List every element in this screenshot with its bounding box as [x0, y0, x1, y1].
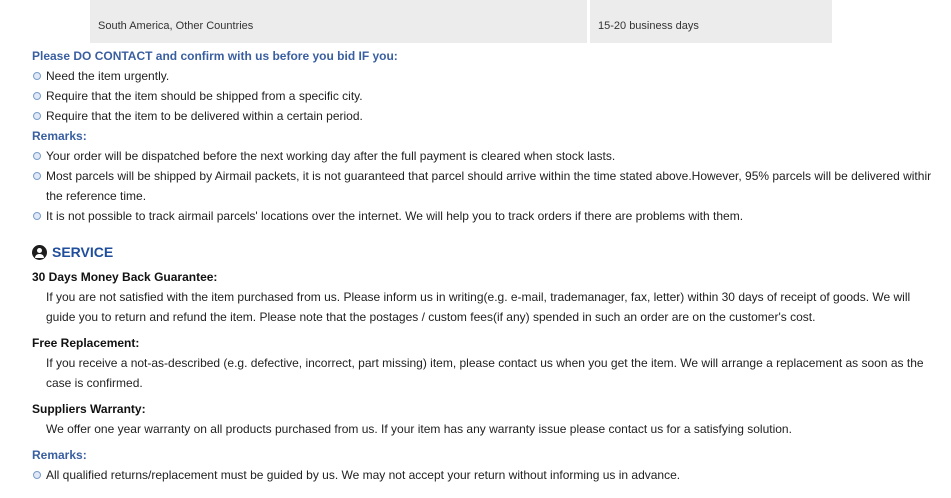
bullet-icon — [33, 471, 41, 479]
warranty-title: Suppliers Warranty: — [32, 402, 146, 416]
money-back-text: If you are not satisfied with the item purchased from us. Please inform us in writing(e.g. e-mail, trademanager, fax, letter) within 30 days of receipt of goods. We will guide you to return and refund the item. Please note that the postages / custom fees(if any) spended in such an order are on the customer's cost. — [46, 290, 911, 324]
replacement-title: Free Replacement: — [32, 336, 140, 350]
list-item-text: Need the item urgently. — [46, 69, 170, 83]
list-item — [32, 86, 932, 106]
list-item — [32, 146, 932, 166]
service-section-title — [32, 240, 932, 264]
contact-heading: Please DO CONTACT and confirm with us before you bid IF you: — [32, 49, 398, 63]
money-back-title: 30 Days Money Back Guarantee: — [32, 270, 218, 284]
list-item — [32, 66, 932, 86]
list-item-text: Require that the item should be shipped from a specific city. — [46, 89, 363, 103]
bullet-icon — [33, 172, 41, 180]
policy-content — [32, 46, 932, 485]
table-cell-time — [590, 0, 832, 8]
remarks-list — [32, 146, 932, 226]
bullet-icon — [33, 212, 41, 220]
list-item-text: It is not possible to track airmail parcels' locations over the internet. We will help you to track orders if there are problems with them. — [46, 209, 744, 223]
service-remarks-heading: Remarks: — [32, 448, 87, 462]
list-item-text: Most parcels will be shipped by Airmail packets, it is not guaranteed that parcel should arrive within the time stated above.However, 95% parcels will be delivered withir the reference time. — [46, 169, 932, 203]
remarks-heading: Remarks: — [32, 129, 87, 143]
contact-list — [32, 66, 932, 126]
table-cell-time: 15-20 business days — [590, 8, 832, 43]
replacement-text: If you receive a not-as-described (e.g. defective, incorrect, part missing) item, please contact us when you get the item. We will arrange a replacement as soon as the case is confirmed. — [46, 356, 924, 390]
table-cell-region: South America, Other Countries — [90, 8, 587, 43]
list-item — [32, 106, 932, 126]
shipping-table — [90, 0, 832, 43]
warranty-text: We offer one year warranty on all products purchased from us. If your item has any warranty issue please contact us for a satisfying solution. — [46, 422, 792, 436]
bullet-icon — [33, 92, 41, 100]
list-item-text: All qualified returns/replacement must be guided by us. We may not accept your return without informing us in advance. — [46, 468, 681, 482]
list-item-text: Your order will be dispatched before the next working day after the full payment is cleared when stock lasts. — [46, 149, 616, 163]
bullet-icon — [33, 112, 41, 120]
list-item — [32, 166, 932, 206]
table-row — [90, 8, 832, 43]
service-title: SERVICE — [52, 244, 114, 260]
list-item — [32, 206, 932, 226]
list-item — [32, 465, 932, 485]
table-cell-region — [90, 0, 587, 8]
table-row — [90, 0, 832, 8]
list-item-text: Require that the item to be delivered within a certain period. — [46, 109, 363, 123]
user-icon — [32, 245, 47, 260]
bullet-icon — [33, 152, 41, 160]
bullet-icon — [33, 72, 41, 80]
service-remarks-list — [32, 465, 932, 485]
